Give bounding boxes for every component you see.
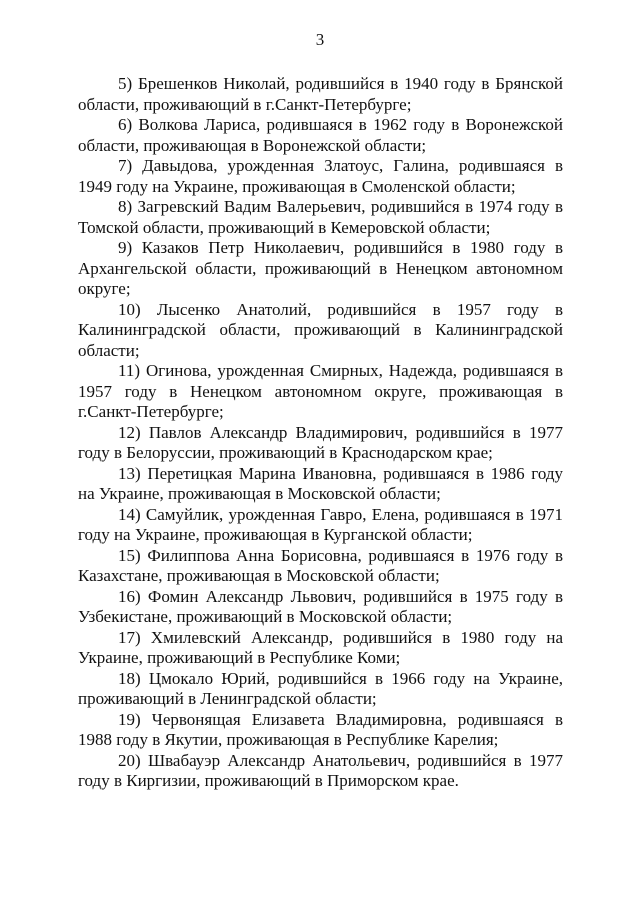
list-item: 11) Огинова, урожденная Смирных, Надежда, родившаяся в 1957 году в Ненецком автономном округе, проживающая в г.Санкт-Петербурге; <box>78 361 563 421</box>
list-item: 17) Хмилевский Александр, родившийся в 1980 году на Украине, проживающий в Республике Коми; <box>78 627 563 667</box>
list-item: 15) Филиппова Анна Борисовна, родившаяся в 1976 году в Казахстане, проживающая в Московской области; <box>78 545 563 585</box>
list-item: 20) Швабауэр Александр Анатольевич, родившийся в 1977 году в Киргизии, проживающий в Приморском крае. <box>78 750 563 790</box>
list-item: 7) Давыдова, урожденная Златоус, Галина, родившаяся в 1949 году на Украине, проживающая в Смоленской области; <box>78 156 563 196</box>
list-item: 12) Павлов Александр Владимирович, родившийся в 1977 году в Белоруссии, проживающий в Краснодарском крае; <box>78 422 563 462</box>
list-item: 6) Волкова Лариса, родившаяся в 1962 году в Воронежской области, проживающая в Воронежской области; <box>78 115 563 155</box>
list-item: 19) Червонящая Елизавета Владимировна, родившаяся в 1988 году в Якутии, проживающая в Республике Карелия; <box>78 709 563 749</box>
page-number: 3 <box>315 30 325 49</box>
list-item: 5) Брешенков Николай, родившийся в 1940 году в Брянской области, проживающий в г.Санкт-Петербурге; <box>78 74 563 114</box>
list-item: 14) Самуйлик, урожденная Гавро, Елена, родившаяся в 1971 году на Украине, проживающая в Курганской области; <box>78 504 563 544</box>
list-item: 18) Цмокало Юрий, родившийся в 1966 году на Украине, проживающий в Ленинградской области; <box>78 668 563 708</box>
list-item: 13) Перетицкая Марина Ивановна, родившаяся в 1986 году на Украине, проживающая в Московской области; <box>78 463 563 503</box>
list-item: 9) Казаков Петр Николаевич, родившийся в 1980 году в Архангельской области, проживающий в Ненецком автономном округе; <box>78 238 563 298</box>
entry-list <box>78 74 563 792</box>
list-item: 8) Загревский Вадим Валерьевич, родившийся в 1974 году в Томской области, проживающий в Кемеровской области; <box>78 197 563 237</box>
list-item: 10) Лысенко Анатолий, родившийся в 1957 году в Калининградской области, проживающий в Калининградской области; <box>78 299 563 360</box>
list-item: 16) Фомин Александр Львович, родившийся в 1975 году в Узбекистане, проживающий в Московской области; <box>78 586 563 626</box>
